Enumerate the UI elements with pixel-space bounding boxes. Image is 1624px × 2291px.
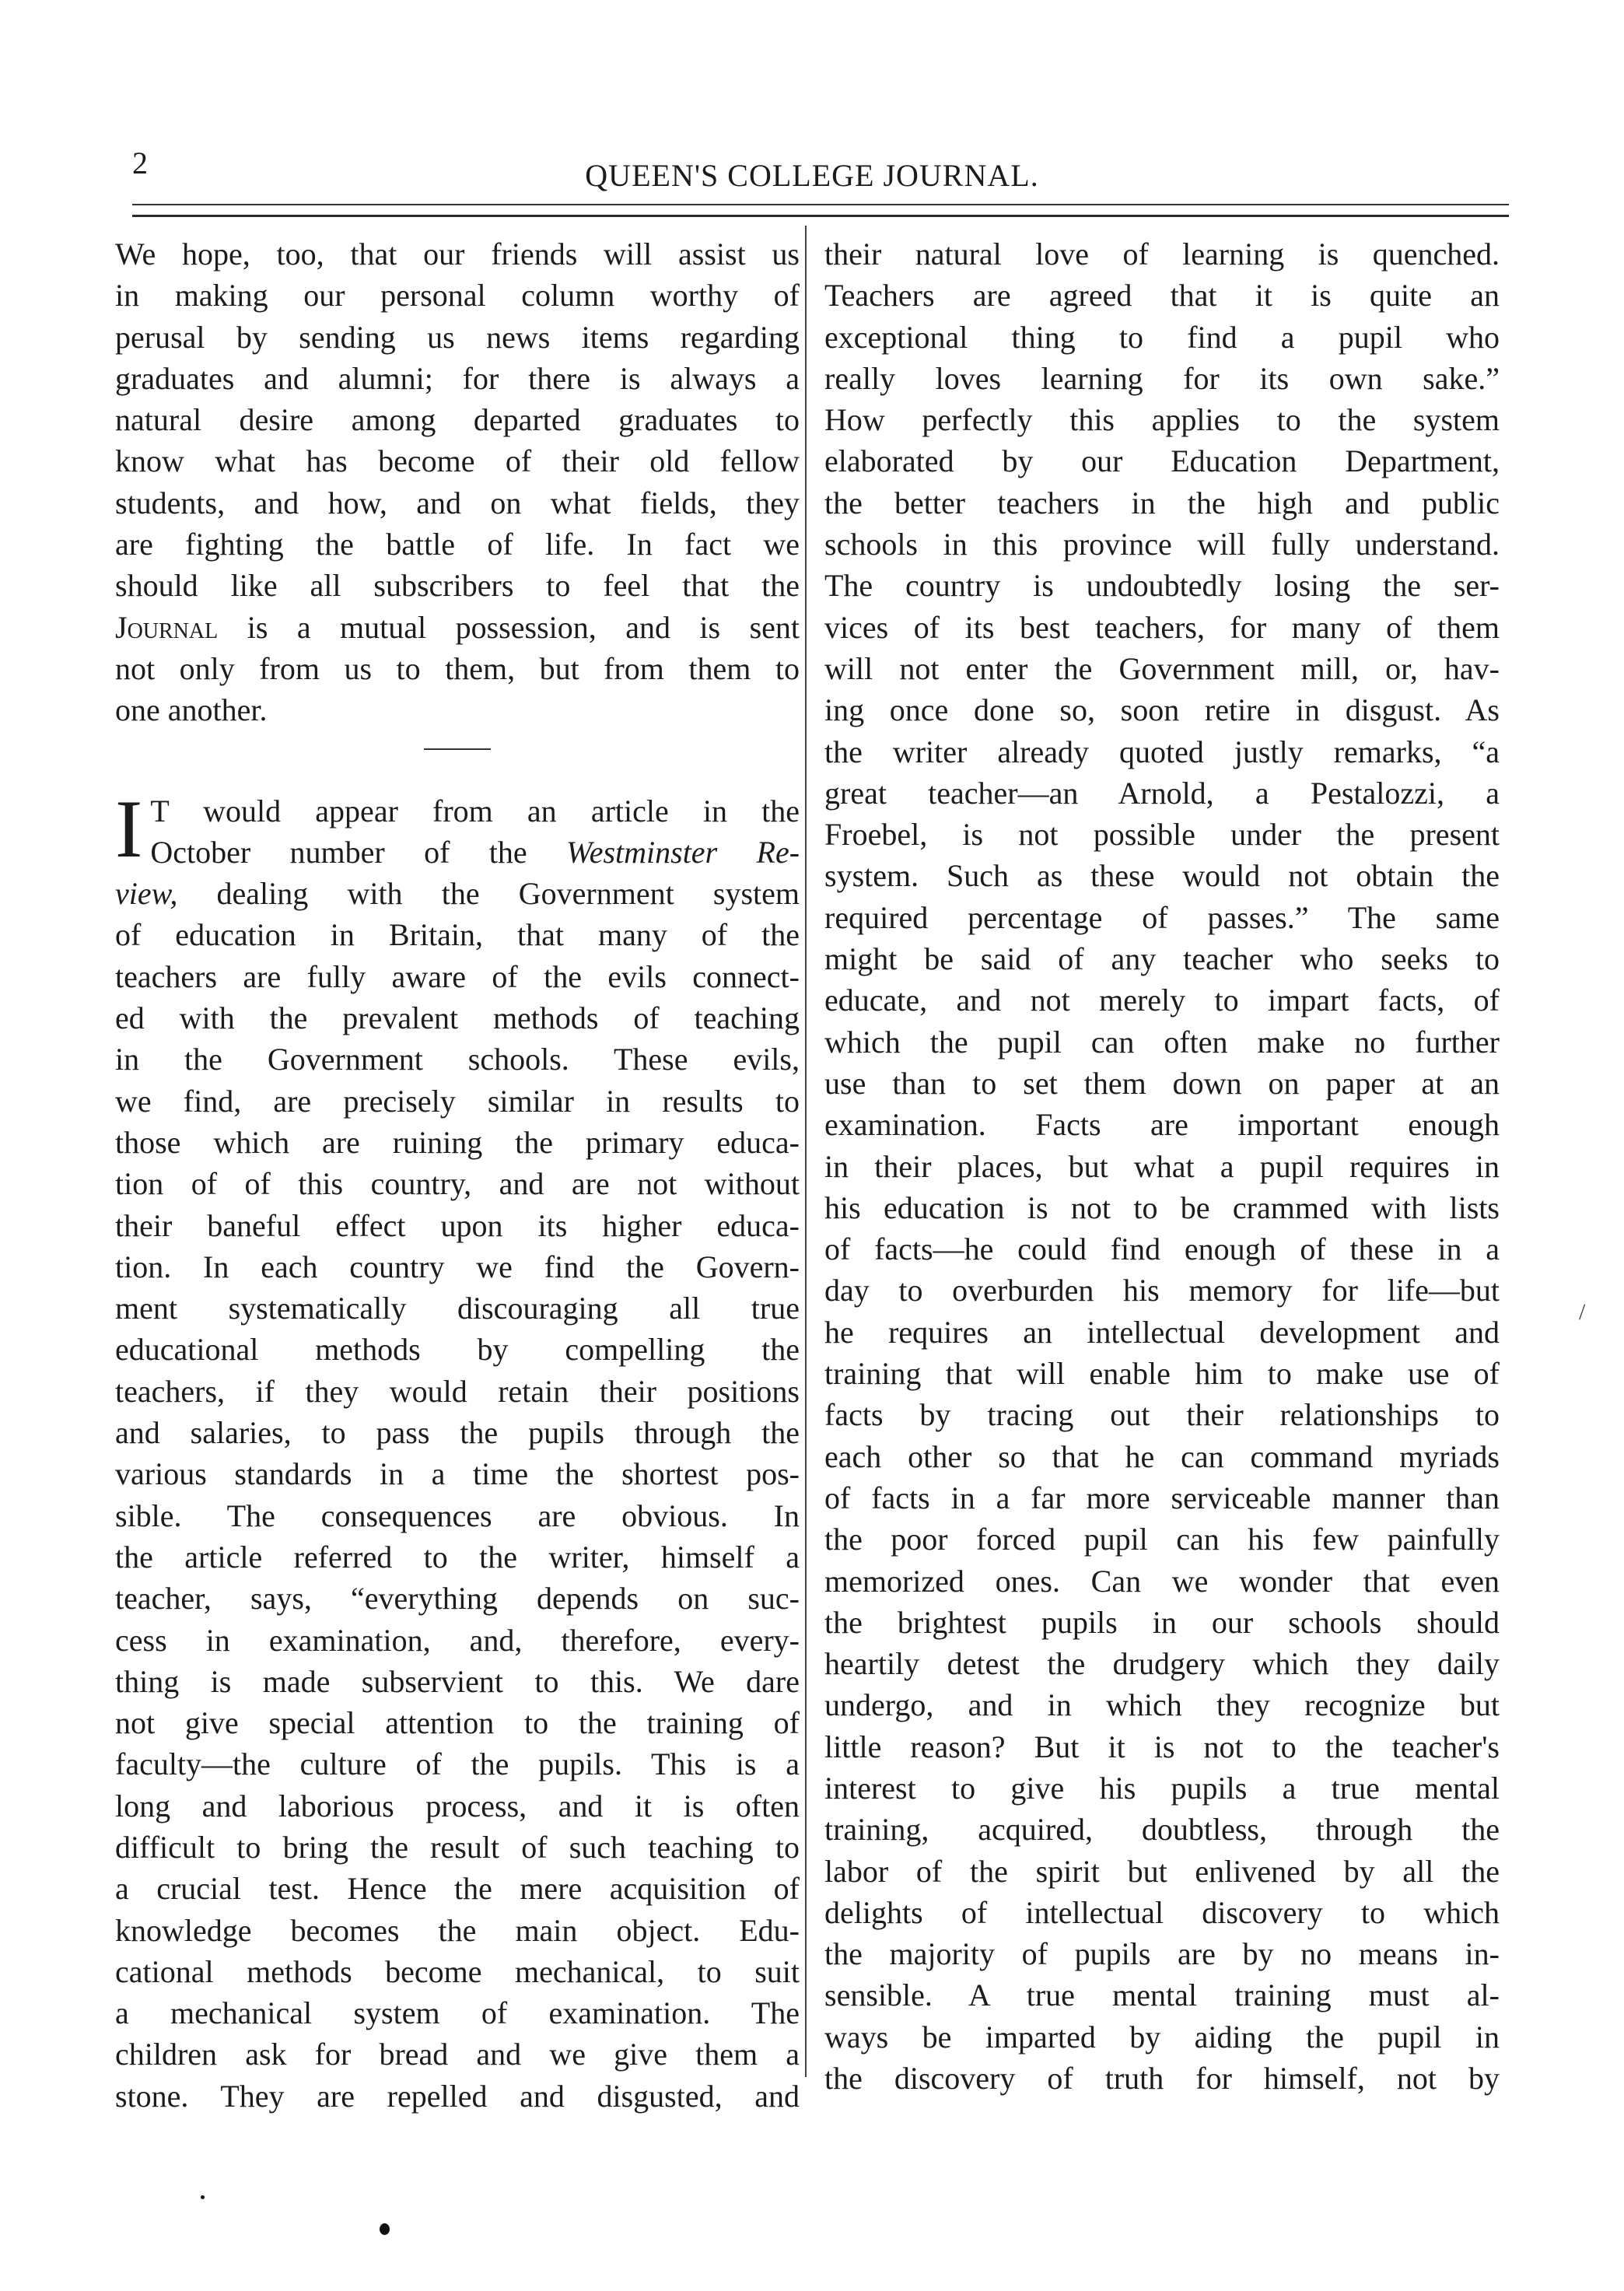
- text-line: system. Such as these would not obtain the: [824, 858, 1500, 894]
- text-line: will not enter the Government mill, or, hav-: [824, 650, 1500, 686]
- text-line: his education is not to be crammed with lists: [824, 1189, 1500, 1225]
- text-line: memorized ones. Can we wonder that even: [824, 1563, 1500, 1599]
- running-head: QUEEN'S COLLEGE JOURNAL.: [585, 158, 1039, 193]
- text-line: natural desire among departed graduates to: [115, 402, 800, 438]
- text-line: ways be imparted by aiding the pupil in: [824, 2019, 1500, 2055]
- text-line: we find, are precisely similar in results to: [115, 1083, 800, 1119]
- text-line: T would appear from an article in the: [150, 793, 800, 828]
- text-line: teachers, if they would retain their positions: [115, 1373, 800, 1409]
- text-line: use than to set them down on paper at an: [824, 1065, 1500, 1101]
- westminster-title: Westminster Re-: [566, 834, 800, 870]
- column-divider: [805, 226, 807, 2077]
- text-line: a crucial test. Hence the mere acquisition of: [115, 1871, 800, 1907]
- text-line: ed with the prevalent methods of teaching: [115, 1000, 800, 1036]
- text-fragment: is a mutual possession, and is sent: [247, 609, 800, 645]
- text-line: Froebel, is not possible under the present: [824, 817, 1500, 853]
- text-line: various standards in a time the shortest pos-: [115, 1456, 800, 1492]
- text-line: sible. The consequences are obvious. In: [115, 1498, 800, 1533]
- text-line: their baneful effect upon its higher educa-: [115, 1207, 800, 1243]
- text-line: of education in Britain, that many of the: [115, 917, 800, 953]
- text-line: elaborated by our Education Department,: [824, 443, 1500, 479]
- text-line: teachers are fully aware of the evils connect-: [115, 958, 800, 994]
- text-line: graduates and alumni; for there is always a: [115, 360, 800, 396]
- paragraph-continued: [824, 233, 1500, 2099]
- text-line: stone. They are repelled and disgusted, and: [115, 2078, 800, 2114]
- section-separator-rule: [424, 748, 491, 750]
- journal-word: Journal: [115, 609, 219, 645]
- text-line: interest to give his pupils a true mental: [824, 1770, 1500, 1806]
- text-line: of facts—he could find enough of these in a: [824, 1231, 1500, 1267]
- text-line: the article referred to the writer, himself a: [115, 1539, 800, 1575]
- text-line: a mechanical system of examination. The: [115, 1995, 800, 2031]
- text-line: know what has become of their old fellow: [115, 443, 800, 479]
- text-line: training that will enable him to make use of: [824, 1356, 1500, 1392]
- text-line: the discovery of truth for himself, not by: [824, 2061, 1500, 2097]
- text-line: How perfectly this applies to the system: [824, 402, 1500, 438]
- ink-speck: [201, 2195, 205, 2199]
- text-line: ment systematically discouraging all true: [115, 1291, 800, 1326]
- text-line: teacher, says, “everything depends on suc-: [115, 1581, 800, 1617]
- text-line: cational methods become mechanical, to suit: [115, 1953, 800, 1989]
- text-line: in the Government schools. These evils,: [115, 1042, 800, 1077]
- text-line: children ask for bread and we give them a: [115, 2037, 800, 2072]
- text-line: the poor forced pupil can his few painfully: [824, 1522, 1500, 1557]
- text-line: required percentage of passes.” The same: [824, 899, 1500, 935]
- text-line: in making our personal column worthy of: [115, 278, 800, 314]
- ink-blot: [380, 2223, 390, 2235]
- text-line: knowledge becomes the main object. Edu-: [115, 1912, 800, 1948]
- text-line: really loves learning for its own sake.”: [824, 360, 1500, 396]
- margin-slash-mark: /: [1579, 1299, 1586, 1325]
- text-line: of facts in a far more serviceable manner than: [824, 1480, 1500, 1515]
- text-line: schools in this province will fully understand.: [824, 527, 1500, 562]
- text-line: he requires an intellectual development and: [824, 1314, 1500, 1350]
- paragraph-personal-column: [115, 233, 800, 731]
- text-line: tion. In each country we find the Govern-: [115, 1249, 800, 1284]
- text-line: in their places, but what a pupil requires in: [824, 1148, 1500, 1184]
- text-line: faculty—the culture of the pupils. This is a: [115, 1746, 800, 1782]
- left-column: [115, 233, 800, 2117]
- review-title-end: view,: [115, 876, 178, 912]
- text-line: delights of intellectual discovery to which: [824, 1894, 1500, 1930]
- text-line: vices of its best teachers, for many of them: [824, 609, 1500, 645]
- text-line: and salaries, to pass the pupils through the: [115, 1415, 800, 1451]
- paragraph-westminster-review: [115, 783, 800, 2118]
- text-line: each other so that he can command myriads: [824, 1438, 1500, 1474]
- text-line: heartily detest the drudgery which they daily: [824, 1646, 1500, 1682]
- text-line: not give special attention to the training of: [115, 1705, 800, 1741]
- text-line: long and laborious process, and it is often: [115, 1788, 800, 1823]
- text-line: the better teachers in the high and public: [824, 485, 1500, 520]
- text-line: might be said of any teacher who seeks to: [824, 941, 1500, 977]
- text-line: sensible. A true mental training must al-: [824, 1977, 1500, 2013]
- text-line-journal: [115, 607, 800, 648]
- text-line: examination. Facts are important enough: [824, 1107, 1500, 1143]
- text-line: the brightest pupils in our schools should: [824, 1604, 1500, 1640]
- text-line: day to overburden his memory for life—but: [824, 1273, 1500, 1308]
- text-line: which the pupil can often make no further: [824, 1024, 1500, 1060]
- text-line: ing once done so, soon retire in disgust. As: [824, 692, 1500, 728]
- text-line: great teacher—an Arnold, a Pestalozzi, a: [824, 775, 1500, 811]
- text-fragment: dealing with the Government system: [216, 876, 800, 912]
- text-line: the majority of pupils are by no means in-: [824, 1936, 1500, 1972]
- text-line: little reason? But it is not to the teacher's: [824, 1729, 1500, 1764]
- text-line-westminster: [115, 832, 800, 873]
- drop-cap: I: [115, 783, 143, 874]
- text-fragment: October number of the: [150, 834, 527, 870]
- text-line: educational methods by compelling the: [115, 1332, 800, 1368]
- text-line: their natural love of learning is quenched.: [824, 236, 1500, 271]
- header-rule-thick: [132, 215, 1509, 217]
- text-line: perusal by sending us news items regarding: [115, 319, 800, 355]
- text-line: one another.: [115, 692, 268, 728]
- header-rule-thin: [132, 204, 1509, 205]
- text-line: difficult to bring the result of such teaching to: [115, 1829, 800, 1865]
- text-line: students, and how, and on what fields, they: [115, 485, 800, 520]
- text-line: thing is made subservient to this. We dare: [115, 1663, 800, 1699]
- text-line: tion of of this country, and are not without: [115, 1166, 800, 1202]
- text-line: educate, and not merely to impart facts, of: [824, 983, 1500, 1018]
- text-line: those which are ruining the primary educa-: [115, 1124, 800, 1160]
- text-line: are fighting the battle of life. In fact we: [115, 527, 800, 562]
- text-line-review: [115, 873, 800, 914]
- text-line: should like all subscribers to feel that the: [115, 568, 800, 604]
- text-line: Teachers are agreed that it is quite an: [824, 278, 1500, 314]
- page-number: 2: [132, 145, 148, 180]
- text-line: cess in examination, and, therefore, every-: [115, 1622, 800, 1658]
- text-line: undergo, and in which they recognize but: [824, 1687, 1500, 1723]
- text-line: not only from us to them, but from them to: [115, 650, 800, 686]
- text-line: The country is undoubtedly losing the ser-: [824, 568, 1500, 604]
- text-line: We hope, too, that our friends will assist us: [115, 236, 800, 271]
- text-line: labor of the spirit but enlivened by all the: [824, 1853, 1500, 1889]
- text-line: training, acquired, doubtless, through the: [824, 1812, 1500, 1848]
- text-line: exceptional thing to find a pupil who: [824, 319, 1500, 355]
- text-line: the writer already quoted justly remarks, “a: [824, 734, 1500, 769]
- text-line: facts by tracing out their relationships to: [824, 1397, 1500, 1433]
- right-column: [824, 233, 1500, 2099]
